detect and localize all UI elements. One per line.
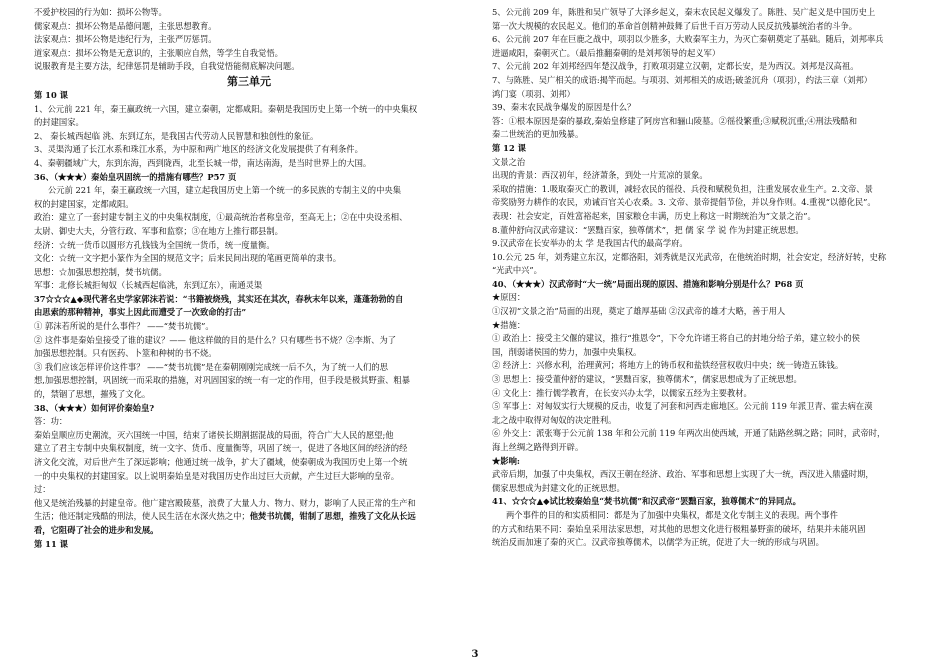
left-column (34, 6, 464, 551)
text-line: 41、☆☆☆▲◆试比较秦始皇“焚书坑儒”和汉武帝“罢黜百家，独尊儒术”的异同点。 (492, 496, 801, 507)
text-line: 秦始皇顺应历史潮流，灭六国统一中国，结束了诸侯长期割据混战的局面，符合广大人民的愿望;他 (34, 429, 394, 440)
text-line: 采取的措施：1.吸取秦灭亡的教训，减轻农民的徭役、兵役和赋税负担，注重发展农业生产。2.文帝、景 (492, 183, 873, 194)
text-line: ③ 思想上：接受董仲舒的建议，“罢黜百家，独尊儒术”，儒家思想成为了正统思想。 (492, 374, 802, 385)
text-line: ④ 文化上：推行儒学教育，在长安兴办太学，以儒家五经为主要教材。 (492, 387, 752, 398)
text-line: 看，它阻碍了社会的进步和发展。 (34, 524, 159, 535)
text-line: 公元前 221 年，秦王赢政统一六国，建立起我国历史上第一个统一的多民族的专制主义的中央集 (48, 185, 401, 196)
text-line: 答：①根本原因是秦的暴政,秦始皇修建了阿房宫和骊山陵墓。②徭役繁重;③赋税沉重;④刑法残酷和 (492, 115, 857, 126)
text-line: 的方式和结果不同：秦始皇采用法家思想，对其他的思想文化进行极粗暴野蛮的破坏，结果并未能巩固 (492, 523, 866, 534)
text-line: 帝奖励努力耕作的农民，劝诫百官关心农桑。3. 文帝、景帝提倡节俭，并以身作则。4.重视“以德化民”。 (492, 197, 876, 208)
text-line: 8.董仲舒向汉武帝建议：“罢黜百家，独尊儒术”，把 儒 家 学 说 作为封建正统思想。 (492, 224, 804, 235)
page-number: 3 (471, 649, 479, 660)
text-line: 10.公元 25 年，刘秀建立东汉，定都洛阳，刘秀就是汉光武帝，在他统治时期，社会安定，经济好转，史称 (492, 251, 887, 262)
lesson-heading: 第 12 课 (492, 142, 526, 153)
text-line: 政治：建立了一套封建专制主义的中央集权制度，①最高统治者称皇帝，至高无上；②在中央设丞相、 (34, 212, 408, 223)
text-line: 36、（★★★）秦始皇巩固统一的措施有哪些？P57 页 (34, 171, 237, 182)
text-line: 儒家思想成为封建文化的正统思想。 (492, 482, 625, 493)
text-line: 9.汉武帝在长安举办的太 学 是我国古代的最高学府。 (492, 238, 688, 249)
text-line: ★措施： (492, 319, 526, 330)
text-line: 思想：☆加强思想控制，焚书坑儒。 (34, 266, 167, 277)
text-line: ①汉初“文景之治”局面的出现，奠定了雄厚基础 ②汉武帝的雄才大略，善于用人 (492, 306, 786, 317)
text-line: 3、灵渠沟通了长江水系和珠江水系，为中原和两广地区的经济文化发展提供了有利条件。 (34, 144, 363, 155)
text-line: 武帝后期，加强了中央集权，西汉王朝在经济、政治、军事和思想上实现了大一统，西汉进入鼎盛时期， (492, 469, 874, 480)
text-line: 说服教育是主要方法，纪律惩罚是辅助手段，自我觉悟能彻底解决问题。 (34, 61, 300, 72)
right-column (492, 6, 926, 550)
unit-heading: 第三单元 (227, 74, 271, 88)
text-line: ⑥ 外交上：派张骞于公元前 138 年和公元前 119 年两次出使西域，开通了陆路丝绸之路；同时，武帝时， (492, 428, 886, 439)
text-line: 的，禁锢了思想，摧残了文化。 (34, 389, 151, 400)
text-line: 1、公元前 221 年，秦王赢政统一六国，建立秦朝，定都咸阳。秦朝是我国历史上第一个统一的中央集权 (34, 103, 418, 114)
text-line: 38、（★★★）如何评价秦始皇? (34, 402, 155, 413)
text-span: 生活；他还制定残酷的刑法，使人民生活在水深火热之中； (34, 511, 250, 522)
text-line: 出现的背景：西汉初年，经济萧条，到处一片荒凉的景象。 (492, 170, 708, 181)
text-line (34, 510, 464, 524)
text-line: ② 这件事是秦始皇接受了谁的建议？—— 他这样做的目的是什么？只有哪些书不烧？②李斯、为了 (34, 334, 397, 345)
text-line: 5、公元前 209 年，陈胜和吴广领导了大泽乡起义，秦末农民起义爆发了。陈胜、吴广起义是中国历史上 (492, 7, 876, 17)
text-line: 答：功： (34, 416, 68, 427)
text-line: 加强思想控制。只有医药、卜筮和种树的书不烧。 (34, 348, 217, 359)
text-line: 统治反而加速了秦的灭亡。汉武帝独尊儒术，以儒学为正统，促进了大一统的形成与巩固。 (492, 537, 824, 548)
text-line: 北之战中取得对匈奴的决定胜利。 (492, 414, 617, 425)
text-line: 两个事件的目的和实质相同：都是为了加强中央集权，都是文化专制主义的表现。两个事件 (506, 509, 838, 520)
text-line: 军事：北修长城拒匈奴（长城西起临洮，东到辽东），南通灵渠 (34, 280, 263, 291)
text-line: 不爱护校园的行为如：损坏公物等。 (34, 7, 167, 17)
text-line: 鸿门宴（项羽、刘邦） (492, 88, 575, 99)
text-line: “光武中兴”。 (492, 265, 542, 276)
text-line: 第一次大规模的农民起义。他们的革命首创精神鼓舞了后世千百万劳动人民反抗残暴统治者的斗争。 (492, 20, 858, 31)
text-line: 7、与陈胜、吴广相关的成语:揭竿而起。与项羽、刘邦相关的成语;破釜沉舟（项羽），约法三章（刘邦） (492, 74, 873, 85)
text-line: 经济：☆统一货币以圆形方孔钱钱为全国统一货币，统一度量衡。 (34, 239, 275, 250)
text-line: ⑤ 军事上：对匈奴实行大规模的反击，收复了河套和河西走廊地区。公元前 119 年派卫青、霍去病在漠 (492, 401, 873, 412)
text-line: 济文化交流，对后世产生了深远影响；他通过统一战争，扩大了疆域，使秦朝成为我国历史上第一个统 (34, 457, 408, 467)
text-line: 6、公元前 207 年在巨鹿之战中，项羽以少胜多，大败秦军主力，为灭亡秦朝奠定了基础。随后，刘邦率兵 (492, 34, 884, 45)
text-line: 37☆☆☆▲◆现代著名史学家郭沫若说：“书籍被烧残，其实还在其次，春秋末年以来，蓬蓬勃勃的自 (34, 293, 404, 304)
text-line: 由思索的那种精神，事实上因此而遭受了一次致命的打击” (34, 307, 247, 318)
text-line: 过： (34, 484, 51, 495)
text-line: 文景之治 (492, 156, 526, 167)
text-line: 40、（★★★）汉武帝时“大一统”局面出现的原因、措施和影响分别是什么？P68 页 (492, 278, 804, 289)
text-line: 的封建国家。 (34, 117, 84, 128)
text-line: 想,加强思想控制，巩固统一而采取的措施，对巩固国家的统一有一定的作用，但手段是极其野蛮、粗暴 (34, 375, 411, 386)
text-line: 国，削弱诸侯国的势力，加强中央集权。 (492, 346, 642, 357)
text-line: ★影响: (492, 455, 520, 466)
text-line: 建立了君主专制中央集权制度，统一文字、货币、度量衡等，巩固了统一，促进了各地区间的经济的经 (34, 443, 408, 454)
lesson-heading: 第 10 课 (34, 89, 68, 100)
lesson-heading: 第 11 课 (34, 538, 68, 549)
text-line: ★原因： (492, 292, 526, 303)
text-span: 他焚书坑儒，钳制了思想，推残了文化从长远 (249, 511, 416, 522)
text-line: 儒家观点：损坏公物是品德问题，主张思想教育。 (34, 20, 217, 31)
text-line: 他又是统治残暴的封建皇帝。他广建宫殿陵墓，浪费了大量人力、物力、财力，影响了人民正常的生产和 (34, 497, 416, 508)
text-line: 7、公元前 202 年刘邦经四年楚汉战争，打败项羽建立汉朝，定都长安，是为西汉。刘邦是汉高祖。 (492, 61, 859, 72)
text-line: 一的中央集权的封建国家。以上说明秦始皇是对我国历史作出过巨大贡献，产生过巨大影响的皇帝。 (34, 470, 400, 481)
text-line: 表现：社会安定，百姓富裕起来，国家粮仓丰满，历史上称这一时期统治为“文景之治”。 (492, 210, 816, 221)
text-line: 道家观点：损坏公物是无意识的，主张顺应自然，等学生自我觉悟。 (34, 47, 283, 58)
text-line: ① 政治上：接受主父偃的建议，推行“推恩令”，下令允许诸王将自己的封地分给子弟，建立较小的侯 (492, 333, 860, 344)
text-line: ③ 我们应该怎样评价这件事？ ——“焚书坑儒”是在秦朝刚刚完成统一后不久，为了统一人们的思 (34, 361, 388, 372)
text-line: 太尉、御史大夫，分管行政、军事和监察；③在地方上推行郡县制。 (34, 225, 283, 236)
text-line: 进逼咸阳，秦朝灭亡。（最后推翻秦朝的是刘邦领导的起义军） (492, 47, 721, 58)
text-line: 2、 秦长城西起临 洮、东到辽东，是我国古代劳动人民智慧和独创性的象征。 (34, 130, 319, 141)
text-line: ② 经济上：兴修水利，治理黄河；将地方上的铸币权和盐铁经营权收归中央；统一铸造五铢钱。 (492, 360, 844, 371)
text-line: 法家观点：损坏公物是违纪行为，主张严厉惩罚。 (34, 34, 217, 45)
text-line: 39、秦末农民战争爆发的原因是什么？ (492, 102, 636, 113)
text-line: 4、秦朝疆域广大，东到东海，西到陇西，北至长城一带，南达南海，是当时世界上的大国。 (34, 157, 372, 168)
text-line: 权的封建国家，定都咸阳。 (34, 198, 134, 209)
text-line: 文化：☆统一文字把小篆作为全国的规范文字；后来民间出现的笔画更简单的隶书。 (34, 253, 341, 264)
text-line: ① 郭沫若所说的是什么事件？ ——“焚书坑儒”。 (34, 321, 214, 332)
text-line: 秦二世统治的更加残暴。 (492, 129, 584, 140)
text-line: 海上丝绸之路得到开辟。 (492, 442, 584, 452)
